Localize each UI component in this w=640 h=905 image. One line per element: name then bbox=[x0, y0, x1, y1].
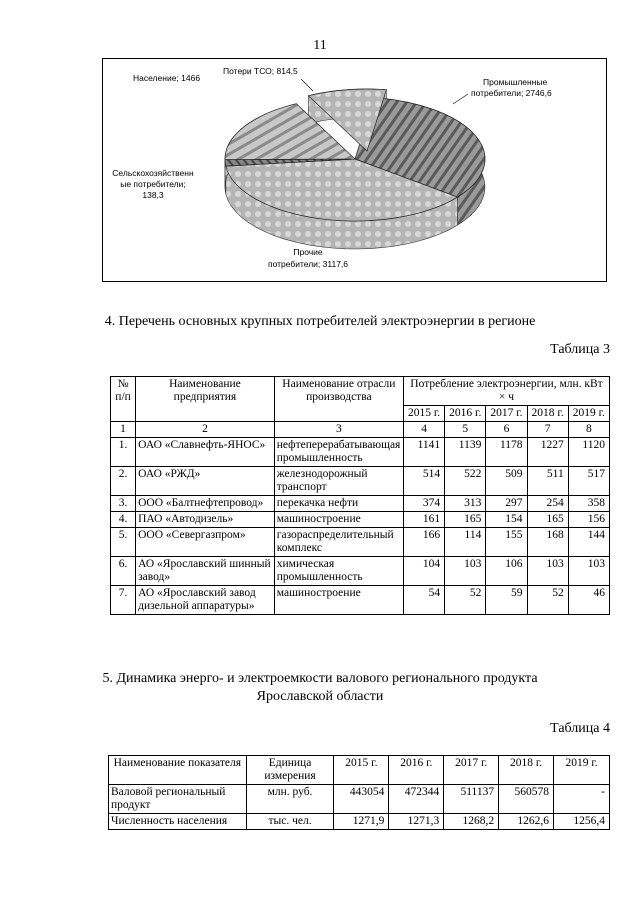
t3-cell-value: 509 bbox=[486, 467, 527, 496]
table-row bbox=[109, 814, 610, 830]
t3-cell-name: ООО «Балтнефтепровод» bbox=[136, 496, 275, 512]
t3-cell-value: 103 bbox=[568, 557, 609, 586]
table-row bbox=[111, 438, 610, 467]
table-row bbox=[111, 512, 610, 528]
t3-cell-value: 358 bbox=[568, 496, 609, 512]
page-number: 11 bbox=[313, 38, 327, 53]
t3-cell-value: 517 bbox=[568, 467, 609, 496]
t3-year-0: 2015 г. bbox=[403, 406, 444, 422]
t3-cell-name: ПАО «Автодизель» bbox=[136, 512, 275, 528]
t3-cell-name: АО «Ярославский завод дизельной аппаратуры» bbox=[136, 586, 275, 615]
label-industrial-2: потребители; 2746,6 bbox=[471, 88, 552, 98]
t4-cell-value: 1271,3 bbox=[389, 814, 444, 830]
t4-year-3: 2018 г. bbox=[499, 756, 554, 785]
t3-cell-value: 1120 bbox=[568, 438, 609, 467]
t4-cell-value: 1271,9 bbox=[334, 814, 389, 830]
t3-index-cell: 4 bbox=[403, 422, 444, 438]
pie-chart bbox=[102, 58, 607, 282]
t3-cell-value: 103 bbox=[445, 557, 486, 586]
t3-cell-branch: нефтеперерабатывающая промышленность bbox=[274, 438, 403, 467]
table-4-label: Таблица 4 bbox=[550, 721, 610, 736]
t3-index-cell: 5 bbox=[445, 422, 486, 438]
t3-cell-num: 2. bbox=[111, 467, 136, 496]
t3-cell-num: 5. bbox=[111, 528, 136, 557]
t3-year-1: 2016 г. bbox=[445, 406, 486, 422]
t3-cell-value: 313 bbox=[445, 496, 486, 512]
t3-cell-name: ООО «Севергазпром» bbox=[136, 528, 275, 557]
t3-index-cell: 7 bbox=[527, 422, 568, 438]
t4-cell-unit: тыс. чел. bbox=[246, 814, 334, 830]
t3-cell-value: 511 bbox=[527, 467, 568, 496]
t3-cell-value: 106 bbox=[486, 557, 527, 586]
label-agri-1: Сельскохозяйственн bbox=[112, 168, 194, 178]
t3-header-consumption: Потребление электроэнергии, млн. кВт × ч bbox=[403, 377, 609, 406]
t3-cell-value: 46 bbox=[568, 586, 609, 615]
t3-cell-branch: машиностроение bbox=[274, 512, 403, 528]
t3-year-3: 2018 г. bbox=[527, 406, 568, 422]
t3-cell-value: 165 bbox=[445, 512, 486, 528]
t4-cell-name: Валовой региональный продукт bbox=[109, 785, 247, 814]
table-row bbox=[111, 528, 610, 557]
t3-cell-branch: машиностроение bbox=[274, 586, 403, 615]
table-row bbox=[111, 496, 610, 512]
label-losses: Потери ТСО; 814,5 bbox=[223, 66, 298, 76]
heading-section-5-line2: Ярославской области bbox=[256, 689, 384, 704]
t3-cell-num: 4. bbox=[111, 512, 136, 528]
t3-cell-num: 1. bbox=[111, 438, 136, 467]
t3-index-cell: 3 bbox=[274, 422, 403, 438]
label-agri-2: ые потребители; bbox=[120, 179, 186, 189]
t4-cell-value: 1262,6 bbox=[499, 814, 554, 830]
t3-cell-value: 52 bbox=[445, 586, 486, 615]
t3-cell-num: 3. bbox=[111, 496, 136, 512]
t4-cell-value: 1256,4 bbox=[554, 814, 610, 830]
t3-cell-value: 1139 bbox=[445, 438, 486, 467]
table-row bbox=[109, 785, 610, 814]
t3-cell-name: АО «Ярославский шинный завод» bbox=[136, 557, 275, 586]
t4-cell-value: 560578 bbox=[499, 785, 554, 814]
table-3-label: Таблица 3 bbox=[550, 342, 610, 357]
heading-section-4: 4. Перечень основных крупных потребителей электроэнергии в регионе bbox=[104, 314, 536, 329]
label-population: Население; 1466 bbox=[133, 73, 201, 83]
label-industrial-1: Промышленные bbox=[483, 77, 548, 87]
t3-cell-value: 254 bbox=[527, 496, 568, 512]
t3-cell-value: 168 bbox=[527, 528, 568, 557]
t3-cell-num: 6. bbox=[111, 557, 136, 586]
t4-cell-value: 443054 bbox=[334, 785, 389, 814]
t3-cell-value: 54 bbox=[403, 586, 444, 615]
t4-header-name: Наименование показателя bbox=[109, 756, 247, 785]
t3-cell-branch: химическая промышленность bbox=[274, 557, 403, 586]
t3-cell-value: 144 bbox=[568, 528, 609, 557]
t3-cell-num: 7. bbox=[111, 586, 136, 615]
table-4 bbox=[108, 755, 610, 830]
t3-cell-value: 156 bbox=[568, 512, 609, 528]
table-row bbox=[111, 586, 610, 615]
t3-index-cell: 1 bbox=[111, 422, 136, 438]
t3-cell-value: 297 bbox=[486, 496, 527, 512]
t4-header-unit: Единица измерения bbox=[246, 756, 334, 785]
t3-cell-value: 103 bbox=[527, 557, 568, 586]
t3-cell-name: ОАО «Славнефть-ЯНОС» bbox=[136, 438, 275, 467]
t3-cell-branch: перекачка нефти bbox=[274, 496, 403, 512]
table-3 bbox=[110, 376, 610, 615]
t3-cell-value: 161 bbox=[403, 512, 444, 528]
t3-cell-value: 104 bbox=[403, 557, 444, 586]
label-other-1: Прочие bbox=[293, 247, 323, 257]
t3-index-cell: 2 bbox=[136, 422, 275, 438]
t3-cell-value: 374 bbox=[403, 496, 444, 512]
t3-cell-value: 52 bbox=[527, 586, 568, 615]
label-agri-3: 138,3 bbox=[142, 190, 164, 200]
t3-cell-branch: газораспределительный комплекс bbox=[274, 528, 403, 557]
t4-cell-name: Численность населения bbox=[109, 814, 247, 830]
t3-cell-value: 154 bbox=[486, 512, 527, 528]
t3-year-2: 2017 г. bbox=[486, 406, 527, 422]
pie-chart-svg bbox=[103, 59, 606, 281]
t4-year-4: 2019 г. bbox=[554, 756, 610, 785]
t3-cell-value: 1178 bbox=[486, 438, 527, 467]
t3-cell-branch: железнодорожный транспорт bbox=[274, 467, 403, 496]
t3-cell-value: 165 bbox=[527, 512, 568, 528]
t4-year-2: 2017 г. bbox=[444, 756, 499, 785]
t3-cell-value: 1141 bbox=[403, 438, 444, 467]
label-other-2: потребители; 3117,6 bbox=[267, 259, 349, 269]
t3-cell-value: 114 bbox=[445, 528, 486, 557]
table-row bbox=[111, 467, 610, 496]
t4-cell-value: 511137 bbox=[444, 785, 499, 814]
t3-year-4: 2019 г. bbox=[568, 406, 609, 422]
t3-index-cell: 8 bbox=[568, 422, 609, 438]
t3-cell-value: 514 bbox=[403, 467, 444, 496]
t3-cell-value: 1227 bbox=[527, 438, 568, 467]
t4-year-0: 2015 г. bbox=[334, 756, 389, 785]
heading-section-5-line1: 5. Динамика энерго- и электроемкости валового регионального продукта bbox=[102, 671, 538, 686]
t3-index-cell: 6 bbox=[486, 422, 527, 438]
t3-header-name: Наименование предприятия bbox=[136, 377, 275, 422]
t3-cell-value: 59 bbox=[486, 586, 527, 615]
t3-cell-value: 155 bbox=[486, 528, 527, 557]
t4-cell-value: 472344 bbox=[389, 785, 444, 814]
t3-cell-value: 166 bbox=[403, 528, 444, 557]
t4-cell-value: - bbox=[554, 785, 610, 814]
table-row bbox=[111, 557, 610, 586]
t4-cell-unit: млн. руб. bbox=[246, 785, 334, 814]
t3-header-num: № п/п bbox=[111, 377, 136, 422]
t3-cell-value: 522 bbox=[445, 467, 486, 496]
t4-cell-value: 1268,2 bbox=[444, 814, 499, 830]
t4-year-1: 2016 г. bbox=[389, 756, 444, 785]
t3-header-branch: Наименование отрасли производства bbox=[274, 377, 403, 422]
t3-cell-name: ОАО «РЖД» bbox=[136, 467, 275, 496]
